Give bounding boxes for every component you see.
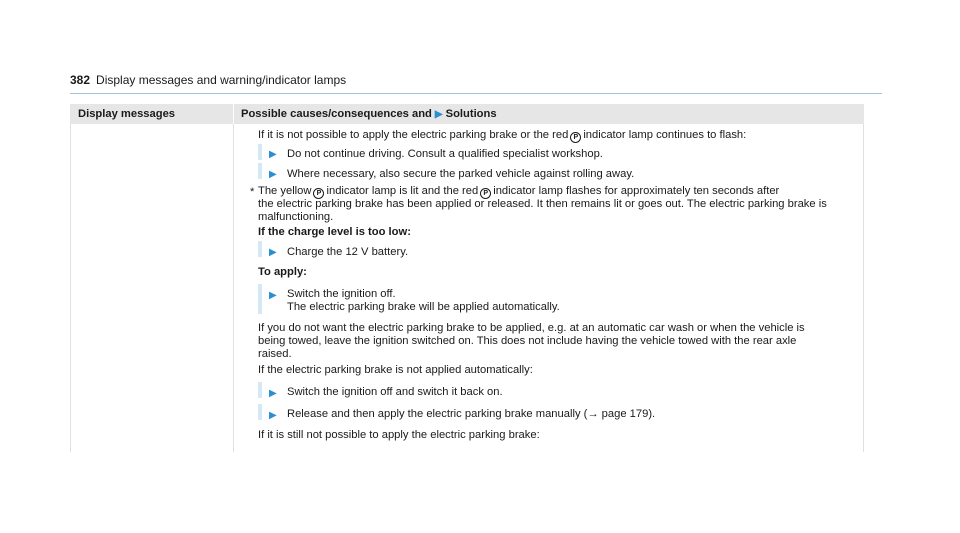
page-header — [70, 73, 882, 94]
column-divider — [863, 124, 864, 452]
header-divider — [233, 104, 234, 124]
column-divider — [70, 124, 71, 452]
parking-brake-icon: P — [480, 188, 491, 199]
bullet-bar — [258, 144, 262, 160]
text-line: being towed, leave the ignition switched on. This does not include having the vehicle towed with the rear axle — [258, 335, 797, 347]
text-line: If the electric parking brake is not applied automatically: — [258, 364, 533, 376]
list-item: Where necessary, also secure the parked vehicle against rolling away. — [287, 168, 635, 180]
parking-brake-icon: P — [313, 188, 324, 199]
text-line: raised. — [258, 348, 292, 360]
page-number: 382 — [70, 73, 91, 87]
bullet-bar — [258, 241, 262, 257]
col-header-display-messages: Display messages — [78, 108, 176, 120]
bullet-arrow-icon: ▶ — [269, 149, 277, 160]
column-divider — [233, 124, 234, 452]
text-line: malfunctioning. — [258, 211, 334, 223]
list-item: Release and then apply the electric parking brake manually (→ page 179). — [287, 408, 656, 420]
col-header-solutions-text: Solutions — [445, 108, 497, 120]
footnote-marker: * — [250, 186, 255, 198]
bullet-arrow-icon: ▶ — [269, 410, 277, 421]
list-item: Do not continue driving. Consult a qualified specialist workshop. — [287, 148, 603, 160]
bullet-bar — [258, 382, 262, 398]
bullet-bar — [258, 163, 262, 179]
bullet-arrow-icon: ▶ — [269, 290, 277, 301]
bullet-bar — [258, 404, 262, 420]
bullet-arrow-icon: ▶ — [269, 247, 277, 258]
list-item: Switch the ignition off and switch it back on. — [287, 386, 503, 398]
list-item-result: The electric parking brake will be applied automatically. — [287, 301, 560, 313]
col-header-causes-text: Possible causes/consequences and — [241, 108, 432, 120]
arrow-right-icon: ▶ — [434, 109, 443, 120]
bullet-arrow-icon: ▶ — [269, 388, 277, 399]
subheading: If the charge level is too low: — [258, 226, 411, 238]
messages-table — [70, 104, 864, 452]
parking-brake-icon: P — [570, 132, 581, 143]
text-line: the electric parking brake has been applied or released. It then remains lit or goes out. The electric parking brake is — [258, 198, 827, 210]
bullet-arrow-icon: ▶ — [269, 169, 277, 180]
text-line: If it is still not possible to apply the electric parking brake: — [258, 429, 540, 441]
col-header-causes — [241, 108, 497, 121]
subheading: To apply: — [258, 266, 307, 278]
table-header — [70, 104, 864, 124]
text-line: The yellow P indicator lamp is lit and the red P indicator lamp flashes for approximately ten seconds after — [258, 185, 780, 197]
text-line: If it is not possible to apply the electric parking brake or the red P indicator lamp continues to flash: — [258, 129, 747, 141]
list-item: Charge the 12 V battery. — [287, 246, 409, 258]
section-title: Display messages and warning/indicator lamps — [96, 73, 347, 87]
text-line: If you do not want the electric parking brake to be applied, e.g. at an automatic car wash or when the vehicle is — [258, 322, 805, 334]
list-item: Switch the ignition off. — [287, 288, 396, 300]
bullet-bar — [258, 284, 262, 314]
